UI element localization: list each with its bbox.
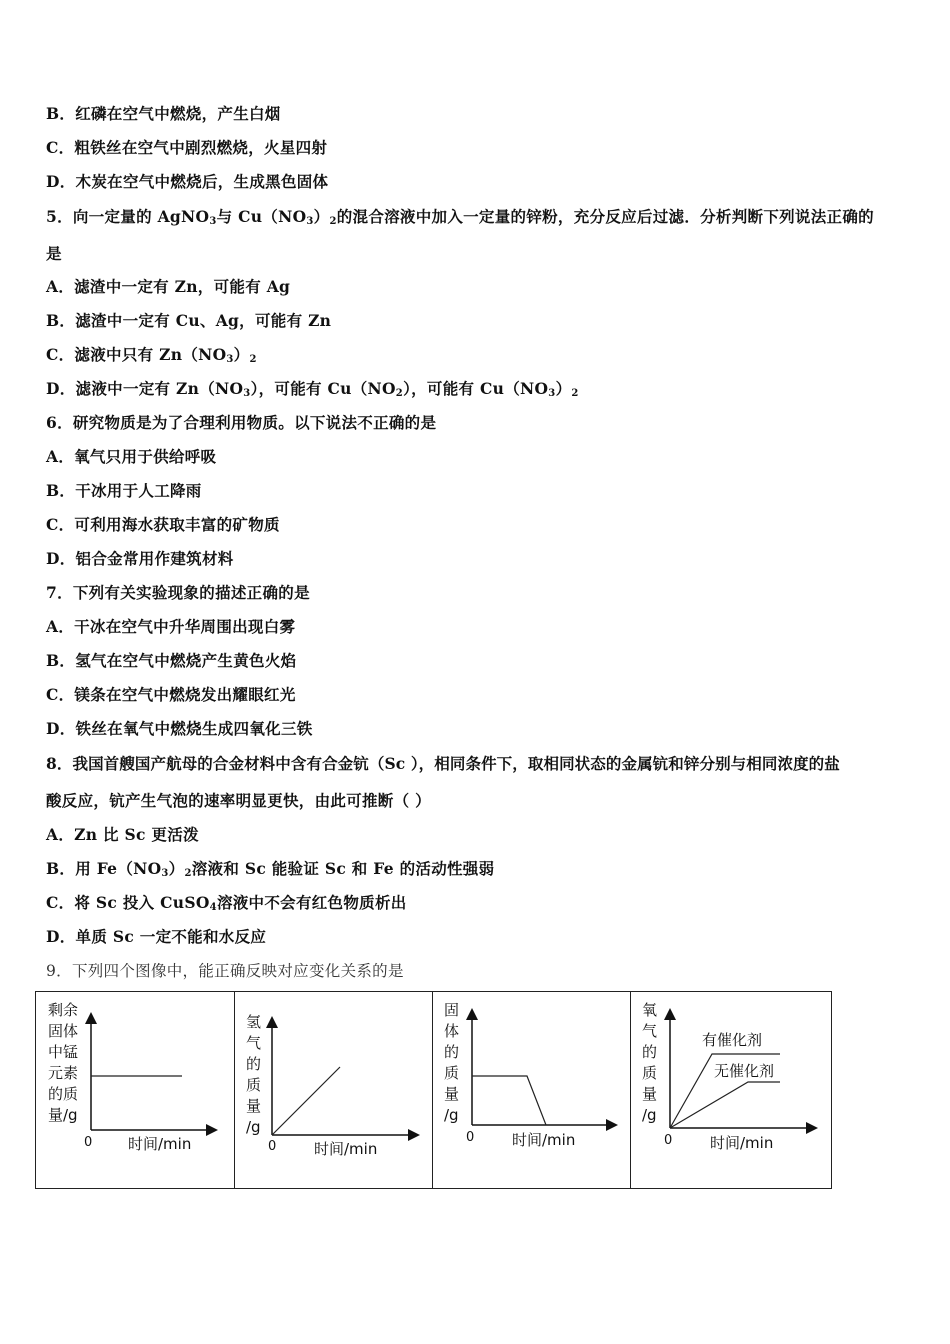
graph-4-xlabel: 时间/min: [710, 1134, 774, 1152]
q6-option-d: D．铝合金常用作建筑材料: [46, 549, 234, 568]
q4-option-d: D．木炭在空气中燃烧后，生成黑色固体: [46, 172, 329, 191]
q8-option-d: D．单质 Sc 一定不能和水反应: [46, 927, 267, 946]
q7-option-b: B．氢气在空气中燃烧产生黄色火焰: [46, 651, 297, 670]
q5-option-a: A．滤渣中一定有 Zn，可能有 Ag: [46, 277, 291, 296]
q8-option-b: B．用 $Fe(NO_3)_2$溶液和 Sc 能验证 Sc 和 Fe 的活动性强弱: [46, 859, 495, 879]
graph-4-legend-no-catalyst: 无催化剂: [714, 1062, 775, 1080]
graph-1-plot: [36, 992, 234, 1188]
graph-3-origin: 0: [466, 1130, 475, 1145]
q5-option-c: C．滤液中只有 $Zn(NO_3)_2$: [46, 345, 257, 365]
graph-3-xlabel: 时间/min: [512, 1131, 576, 1149]
graph-3-ylabel: 固 体 的 质 量 /g: [444, 1001, 460, 1124]
q6-option-c: C．可利用海水获取丰富的矿物质: [46, 515, 280, 534]
q5-stem-line2: 是: [46, 244, 62, 263]
graph-4-ylabel: 氧 气 的 质 量 /g: [642, 1001, 658, 1124]
graph-4-origin: 0: [664, 1133, 673, 1148]
q4-option-b: B．红磷在空气中燃烧，产生白烟: [46, 104, 281, 123]
graph-4: [630, 992, 831, 1188]
graph-3-curve: [472, 1076, 546, 1125]
graph-2-curve: [272, 1067, 340, 1135]
q7-stem: 7．下列有关实验现象的描述正确的是: [46, 583, 310, 602]
q9-stem: 9．下列四个图像中，能正确反映对应变化关系的是: [46, 962, 404, 980]
graph-4-plot: [630, 992, 831, 1188]
graph-2-ylabel: 氢 气 的 质 量 /g: [246, 1013, 262, 1136]
q7-option-d: D．铁丝在氧气中燃烧生成四氧化三铁: [46, 719, 313, 738]
q8-option-a: A．Zn 比 Sc 更活泼: [46, 825, 199, 844]
graph-2: [234, 992, 433, 1188]
q7-option-c: C．镁条在空气中燃烧发出耀眼红光: [46, 685, 296, 704]
graph-2-origin: 0: [268, 1139, 277, 1154]
q5-stem: 5．向一定量的 AgNO$_3$与 $Cu(NO_3)_2$的混合溶液中加入一定量的锌粉，充分反应后过滤．分析判断下列说法正确的: [46, 207, 874, 227]
graph-4-curve-no-catalyst: [670, 1082, 780, 1128]
q8-stem-line2: 酸反应，钪产生气泡的速率明显更快，由此可推断（ ）: [46, 791, 431, 810]
graph-4-legend-catalyst: 有催化剂: [702, 1031, 763, 1049]
q9-graphs: [35, 991, 832, 1189]
graph-1: [36, 992, 235, 1188]
q4-option-c: C．粗铁丝在空气中剧烈燃烧，火星四射: [46, 138, 328, 157]
q8-stem: 8．我国首艘国产航母的合金材料中含有合金钪（Sc ），相同条件下，取相同状态的金属钪和锌分别与相同浓度的盐: [46, 754, 840, 773]
graph-3: [432, 992, 631, 1188]
q8-option-c: C．将 Sc 投入 CuSO$_4$溶液中不会有红色物质析出: [46, 893, 407, 913]
graph-2-xlabel: 时间/min: [314, 1140, 378, 1158]
q5-option-d: D．滤液中一定有 $Zn(NO_3)$，可能有 $Cu(NO_2)$，可能有 $Cu(NO_3)_2$: [46, 379, 579, 399]
q6-option-a: A．氧气只用于供给呼吸: [46, 447, 217, 466]
q6-option-b: B．干冰用于人工降雨: [46, 481, 202, 500]
graph-1-ylabel: 剩余 固体 中锰 元素 的质 量/g: [48, 1001, 79, 1124]
q6-stem: 6．研究物质是为了合理利用物质。以下说法不正确的是: [46, 413, 437, 432]
q7-option-a: A．干冰在空气中升华周围出现白雾: [46, 617, 296, 636]
graph-1-origin: 0: [84, 1135, 93, 1150]
graph-1-xlabel: 时间/min: [128, 1135, 192, 1153]
q5-option-b: B．滤渣中一定有 Cu、Ag，可能有 Zn: [46, 311, 332, 330]
graph-3-plot: [432, 992, 630, 1188]
